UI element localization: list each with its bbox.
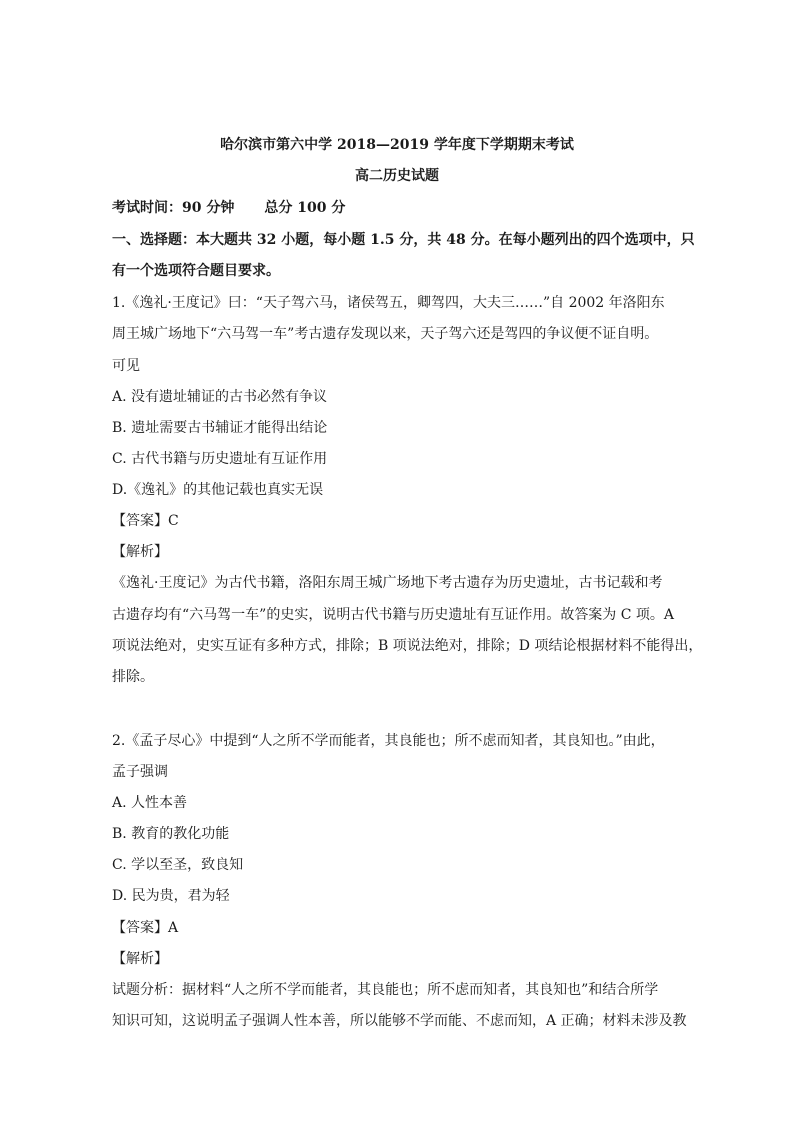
answer: 【答案】C <box>112 513 179 529</box>
answer: 【答案】A <box>112 920 179 936</box>
analysis-text: 试题分析：据材料“人之所不学而能者，其良能也；所不虑而知者，其良知也”和结合所学 <box>112 982 659 998</box>
page-title: 哈尔滨市第六中学 2018—2019 学年度下学期期末考试 <box>220 137 574 153</box>
exam-total-score: 总分 100 分 <box>264 200 346 216</box>
analysis-label: 【解析】 <box>112 544 168 560</box>
option-c: C. 古代书籍与历史遗址有互证作用 <box>112 451 328 467</box>
analysis-text: 知识可知，这说明孟子强调人性本善，所以能够不学而能、不虑而知，A 正确；材料未涉及教 <box>112 1013 687 1029</box>
option-b: B. 教育的教化功能 <box>112 826 230 842</box>
page-subtitle: 高二历史试题 <box>355 168 439 184</box>
option-d: D. 民为贵，君为轻 <box>112 888 230 904</box>
analysis-text: 项说法绝对，史实互证有多种方式，排除；B 项说法绝对，排除；D 项结论根据材料不能得出， <box>112 638 703 654</box>
exam-info <box>112 197 345 217</box>
question-stem: 可见 <box>112 358 140 374</box>
option-c: C. 学以至圣，致良知 <box>112 857 244 873</box>
analysis-text: 《逸礼·王度记》为古代书籍，洛阳东周王城广场地下考古遗存为历史遗址，古书记载和考 <box>112 575 663 591</box>
analysis-text: 古遗存均有“六马驾一车”的史实，说明古代书籍与历史遗址有互证作用。故答案为 C 项。A <box>112 607 675 623</box>
question-stem: 周王城广场地下“六马驾一车”考古遗存发现以来，天子驾六还是驾四的争议便不证自明。 <box>112 326 659 342</box>
analysis-label: 【解析】 <box>112 951 168 967</box>
section-heading-cont: 有一个选项符合题目要求。 <box>112 263 280 279</box>
option-a: A. 没有遗址辅证的古书必然有争议 <box>112 389 328 405</box>
question-stem: 2.《孟子尽心》中提到“人之所不学而能者，其良能也；所不虑而知者，其良知也。”由此， <box>112 733 665 749</box>
exam-time: 考试时间：90 分钟 <box>112 200 235 216</box>
option-d: D.《逸礼》的其他记载也真实无误 <box>112 482 324 498</box>
section-heading: 一、选择题：本大题共 32 小题，每小题 1.5 分，共 48 分。在每小题列出的四个选项中，只 <box>112 232 695 248</box>
option-b: B. 遗址需要古书辅证才能得出结论 <box>112 420 328 436</box>
question-stem: 孟子强调 <box>112 764 168 780</box>
option-a: A. 人性本善 <box>112 795 188 811</box>
analysis-text: 排除。 <box>112 669 154 685</box>
question-stem: 1.《逸礼·王度记》曰：“天子驾六马，诸侯驾五，卿驾四，大夫三……”自 2002 年洛阳东 <box>112 295 665 311</box>
